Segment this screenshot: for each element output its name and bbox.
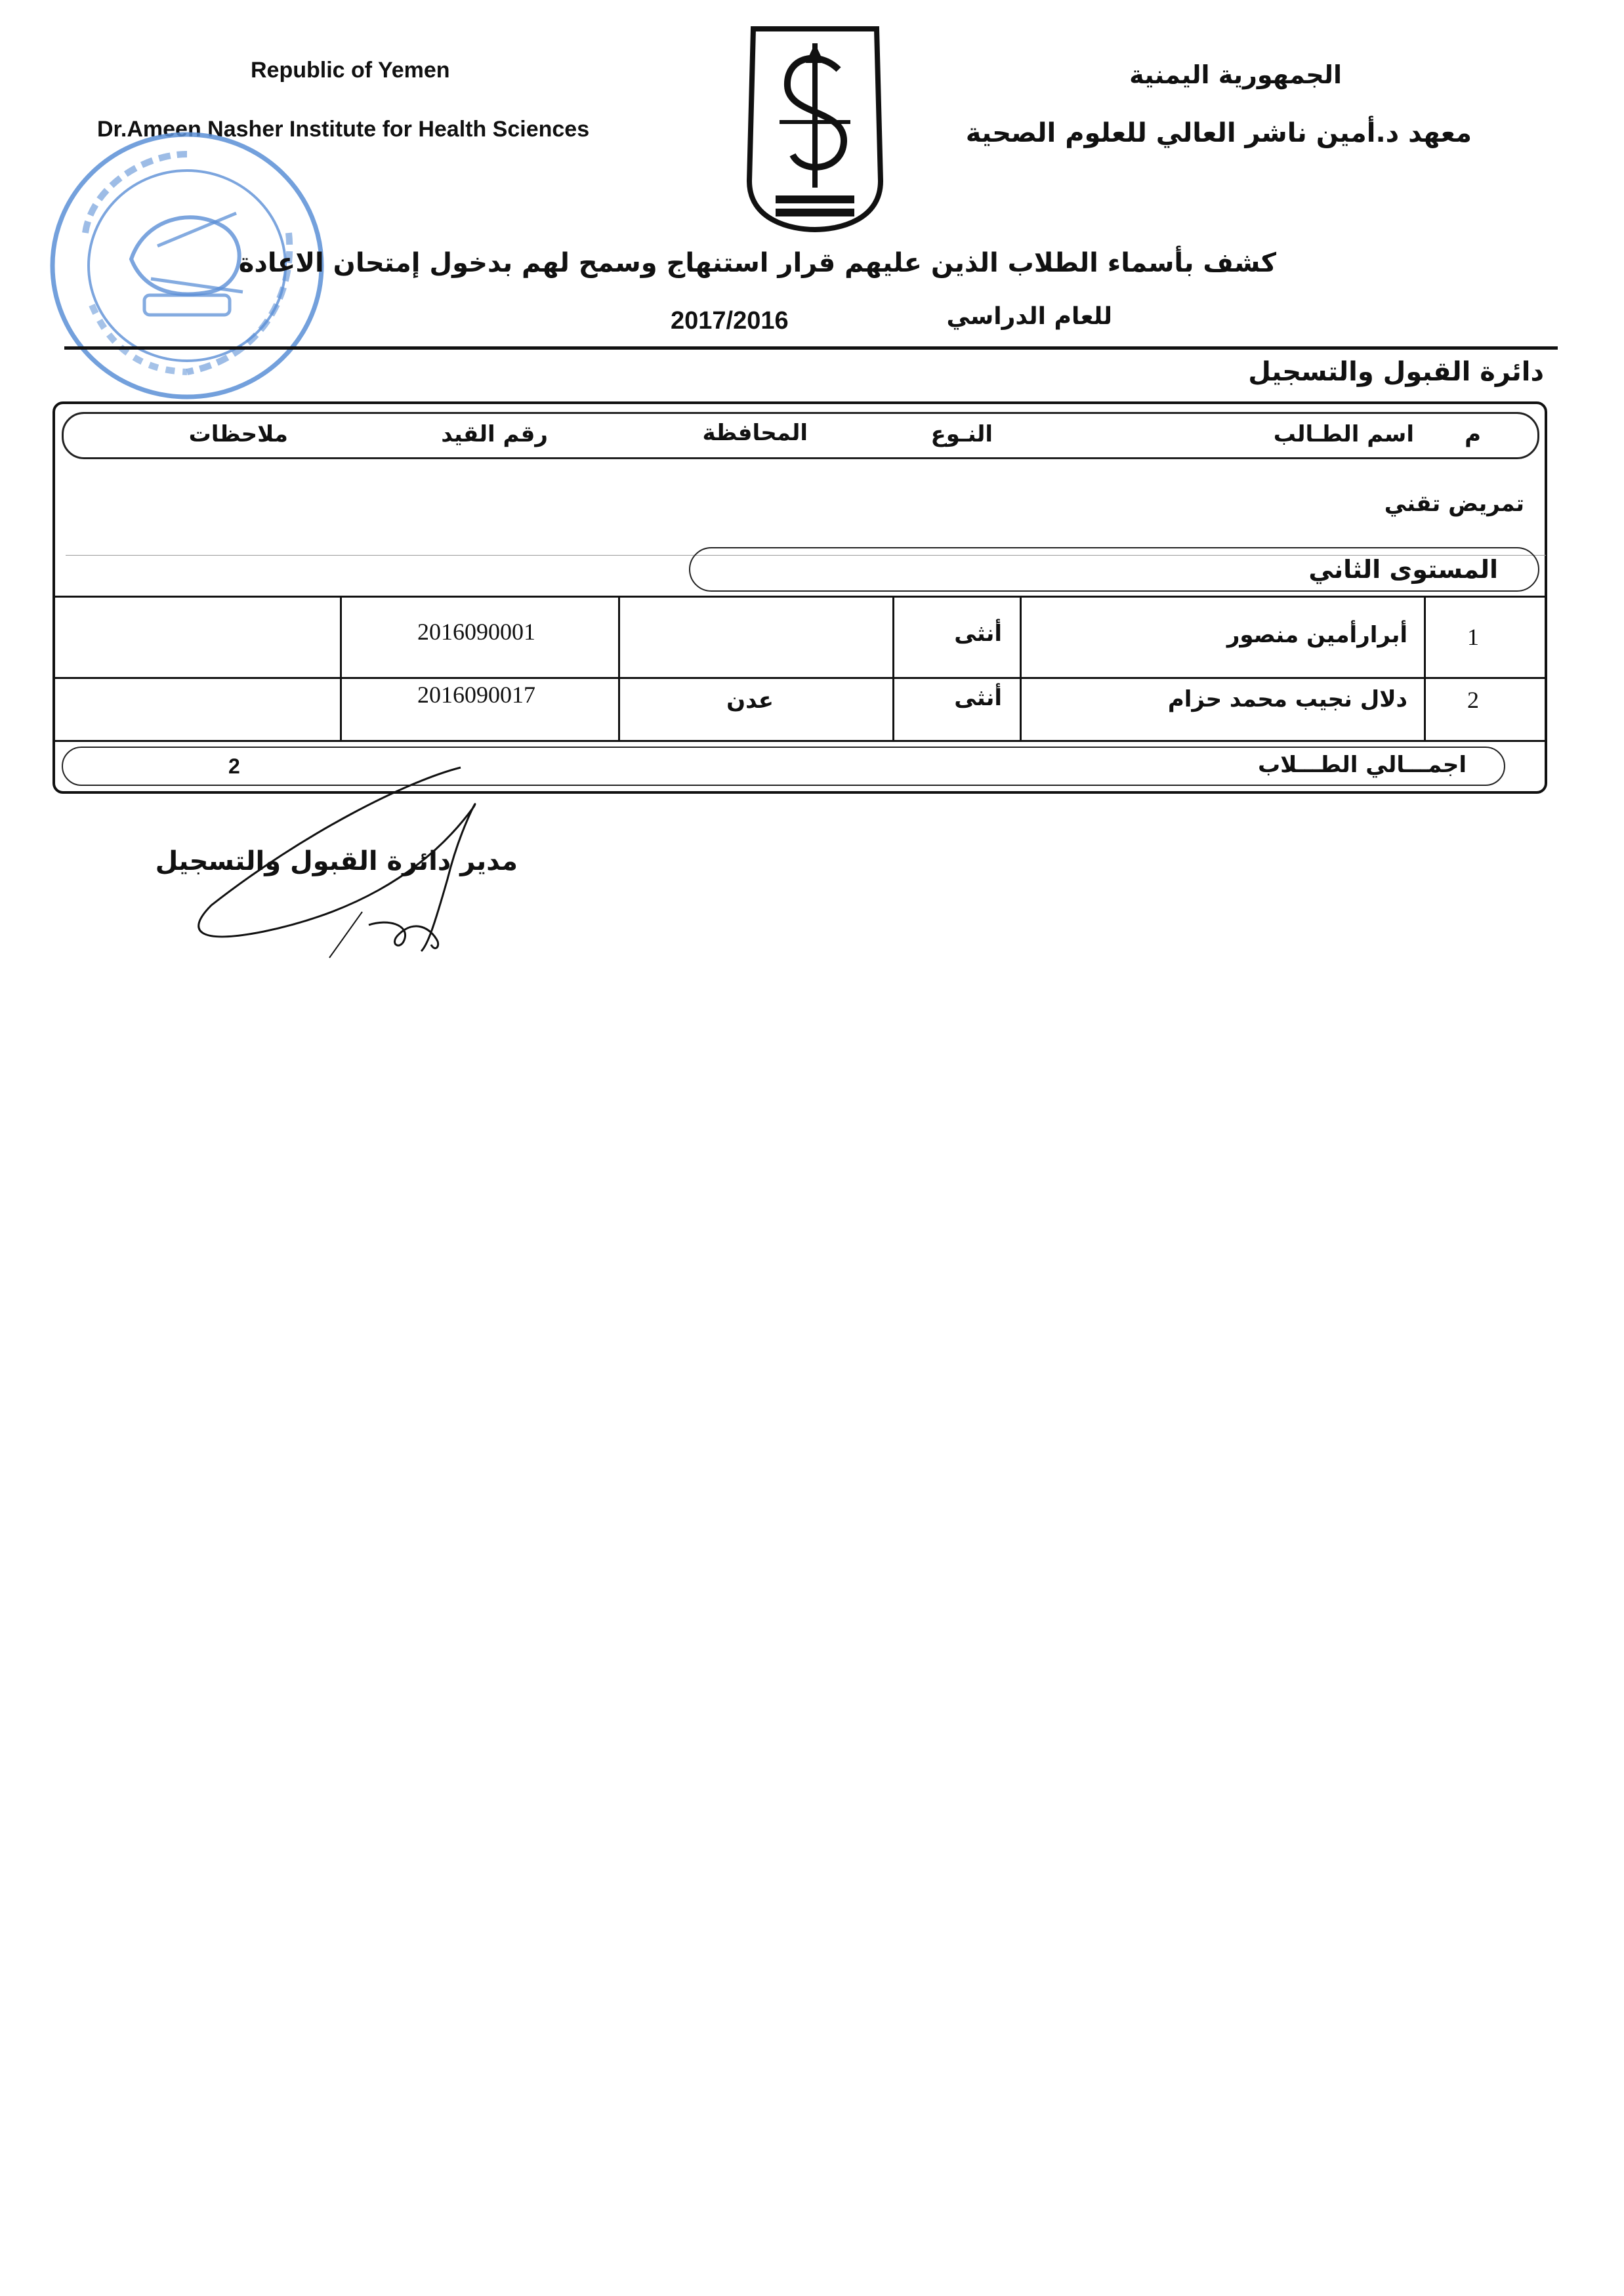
- table-col-line: [340, 596, 342, 741]
- row-reg-number: 2016090001: [417, 619, 535, 645]
- header-rule: [64, 346, 1558, 350]
- row-student-name: دلال نجيب محمد حزام: [1167, 686, 1407, 712]
- signature-title: مدير دائرة القبول والتسجيل: [155, 846, 518, 876]
- level-label: المستوى الثاني: [1308, 555, 1498, 584]
- academic-year-value: 2017/2016: [671, 307, 789, 335]
- table-row-line: [54, 740, 1546, 742]
- row-index: 2: [1467, 687, 1479, 713]
- header-ar-institute: معهد د.أمين ناشر العالي للعلوم الصحية: [965, 118, 1472, 148]
- header-reg-number: رقم القيد: [441, 421, 548, 447]
- header-student-name: اسم الطـالب: [1273, 421, 1414, 447]
- total-label: اجمـــالي الطـــلاب: [1258, 752, 1467, 778]
- row-index: 1: [1467, 624, 1479, 650]
- row-gender: أنثى: [954, 621, 1002, 647]
- table-row-line: [54, 596, 1546, 598]
- row-reg-number: 2016090017: [417, 682, 535, 708]
- department-name: دائرة القبول والتسجيل: [1248, 357, 1544, 387]
- header-ar-country: الجمهورية اليمنية: [1129, 60, 1342, 89]
- total-value: 2: [228, 754, 240, 778]
- header-province: المحافظة: [702, 420, 808, 446]
- records-table-frame: [52, 401, 1547, 794]
- header-en-country: Republic of Yemen: [251, 58, 450, 83]
- header-notes: ملاحظات: [188, 421, 288, 447]
- header-gender: النـوع: [930, 421, 993, 447]
- institute-logo-icon: [740, 24, 890, 234]
- row-province: عدن: [726, 687, 774, 714]
- row-gender: أنثى: [954, 685, 1002, 711]
- document-title: كشف بأسماء الطلاب الذين عليهم قرار استنهاج وسمح لهم بدخول إمتحان الاعادة: [238, 248, 1276, 278]
- table-col-line: [1020, 596, 1022, 741]
- row-student-name: أبرارأمين منصور: [1226, 622, 1407, 648]
- table-col-line: [1424, 596, 1426, 741]
- academic-year-label: للعام الدراسي: [946, 303, 1112, 330]
- table-row-line: [54, 677, 1546, 679]
- specialty-label: تمريض تقني: [1384, 491, 1524, 517]
- table-col-line: [618, 596, 620, 741]
- handwritten-signature: [172, 754, 487, 971]
- header-en-institute: Dr.Ameen Nasher Institute for Health Sciences: [97, 117, 590, 142]
- header-index: م: [1465, 421, 1481, 447]
- table-col-line: [892, 596, 894, 741]
